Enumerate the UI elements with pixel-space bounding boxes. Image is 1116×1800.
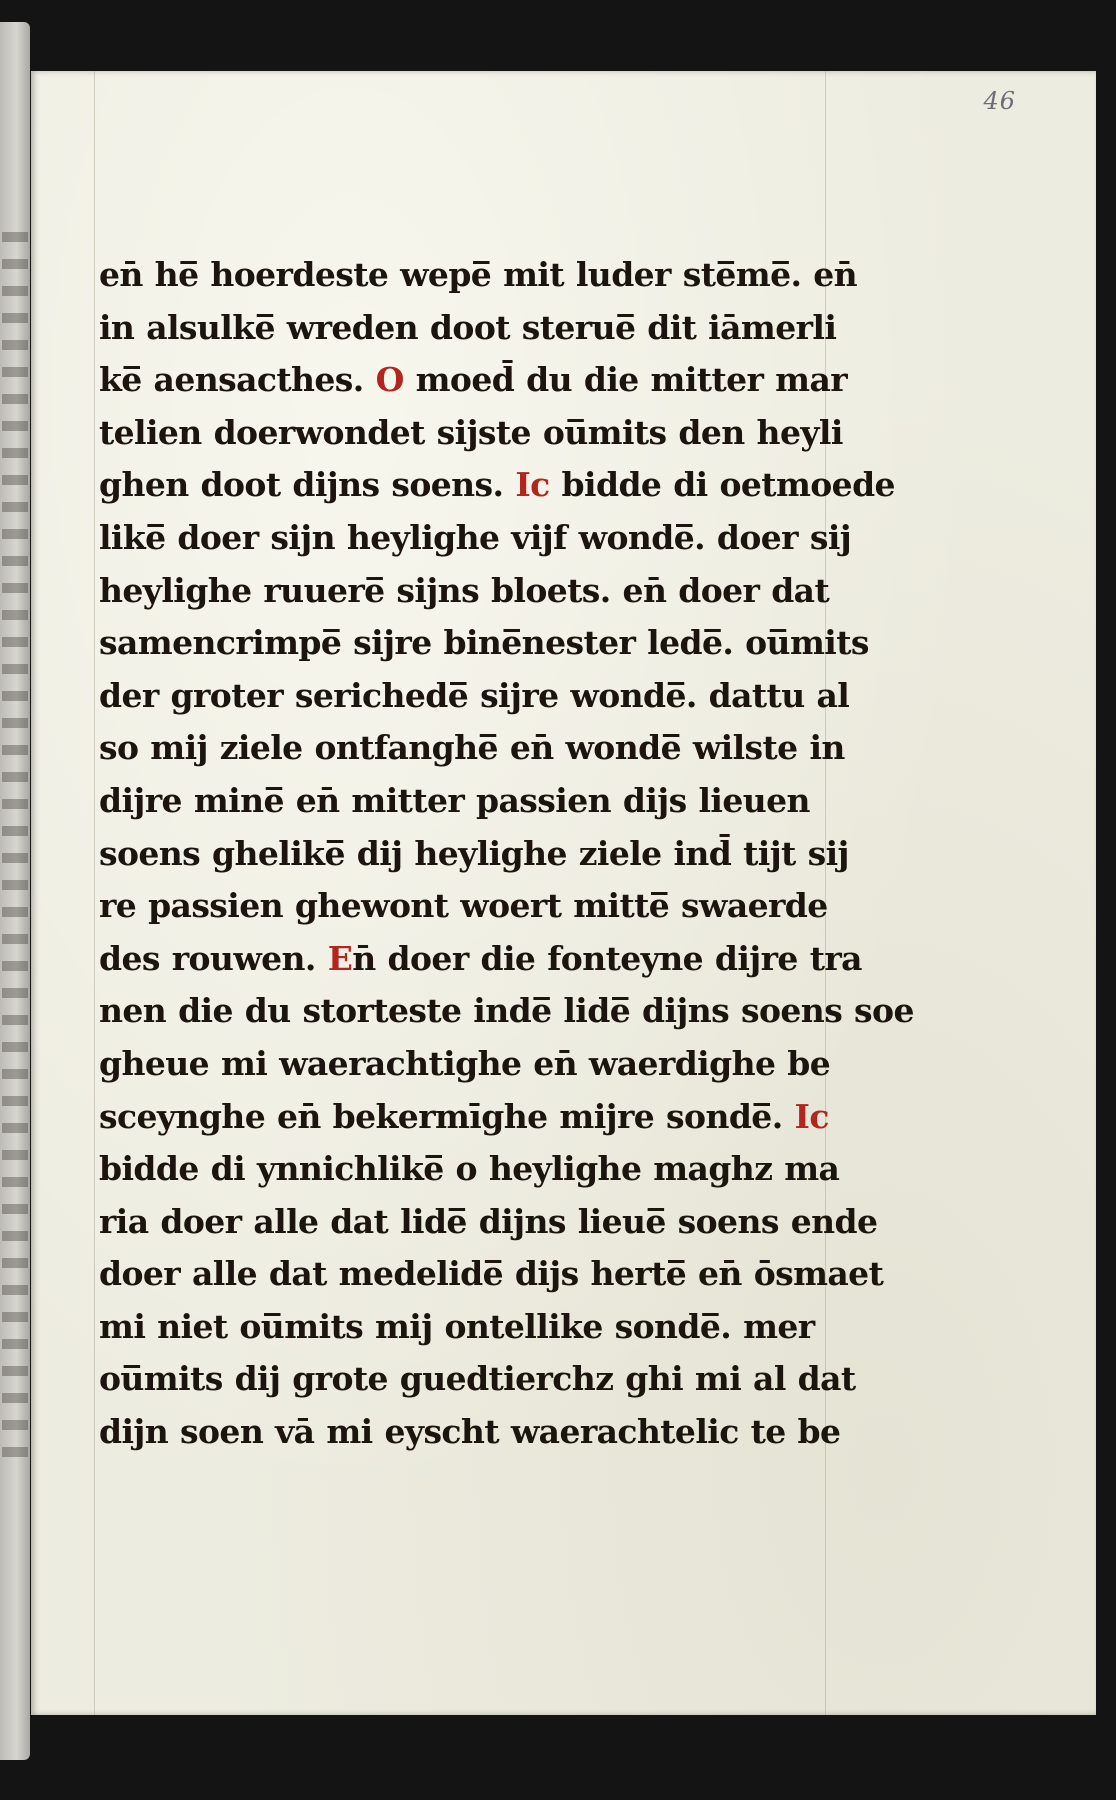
text-line: bidde di ynnichlike̅ o heylighe maghz ma <box>99 1149 840 1189</box>
text-line: like̅ doer sijn heylighe vijf wonde̅. doer sij <box>99 517 852 557</box>
folio-number: 46 <box>983 87 1016 115</box>
rubricated-initial: Ic <box>794 1096 829 1136</box>
manuscript-page <box>31 71 1096 1715</box>
text-line <box>99 1091 839 1144</box>
text-line <box>99 354 848 407</box>
line-segment: ghen doot dijns soens. <box>99 465 516 505</box>
line-segment: des rouwen. <box>99 938 328 978</box>
text-line: re passien ghewont woert mitte̅ swaerde <box>99 886 828 926</box>
line-segment: ke̅ aensacthes. <box>99 360 376 400</box>
line-segment: bidde di oetmoede <box>549 465 895 505</box>
text-line: samencrimpe̅ sijre bine̅nester lede̅. ou̅mits <box>99 623 869 663</box>
text-line: ria doer alle dat lide̅ dijns lieue̅ soens ende <box>99 1201 878 1241</box>
line-segment: moed̄ du die mitter mar <box>403 360 848 400</box>
text-line: so mij ziele ontfanghe̅ en̄ wonde̅ wilste in <box>99 728 845 768</box>
previous-leaf-text-bleed <box>2 232 28 1462</box>
text-line: doer alle dat medelide̅ dijs herte̅ en̄ ōsmaet <box>99 1254 884 1294</box>
text-line <box>99 933 862 986</box>
ruling-line-left <box>94 71 95 1715</box>
text-line: mi niet ou̅mits mij ontellike sonde̅. mer <box>99 1306 815 1346</box>
text-line: gheue mi waerachtighe en̄ waerdighe be <box>99 1043 831 1083</box>
rubricated-initial: O <box>375 360 404 400</box>
text-line: dijn soen vā mi eyscht waerachtelic te be <box>99 1412 841 1452</box>
rubricated-initial: Ic <box>515 465 550 505</box>
text-line: heylighe ruuere̅ sijns bloets. en̄ doer dat <box>99 570 830 610</box>
text-line <box>99 459 895 512</box>
text-line: soens ghelike̅ dij heylighe ziele ind̄ tijt sij <box>99 833 849 873</box>
text-line: telien doerwondet sijste ou̅mits den heyli <box>99 412 843 452</box>
text-line: ou̅mits dij grote guedtierchz ghi mi al dat <box>99 1359 856 1399</box>
previous-leaf-edge <box>0 22 30 1760</box>
line-segment: n̄ doer die fonteyne dijre tra <box>352 938 862 978</box>
rubricated-initial: E <box>327 938 353 978</box>
text-line: dijre mine̅ en̄ mitter passien dijs lieuen <box>99 780 810 820</box>
text-line: der groter serichede̅ sijre wonde̅. dattu al <box>99 675 850 715</box>
text-block <box>99 249 914 1459</box>
text-line: in alsulke̅ wreden doot sterue̅ dit iāmerli <box>99 307 837 347</box>
line-segment: sceynghe en̄ bekermīghe mijre sonde̅. <box>99 1096 795 1136</box>
text-line: en̄ he̅ hoerdeste wepe̅ mit luder ste̅me̅. en̄ <box>99 255 858 294</box>
text-line: nen die du storteste inde̅ lide̅ dijns soens soe <box>99 991 914 1031</box>
